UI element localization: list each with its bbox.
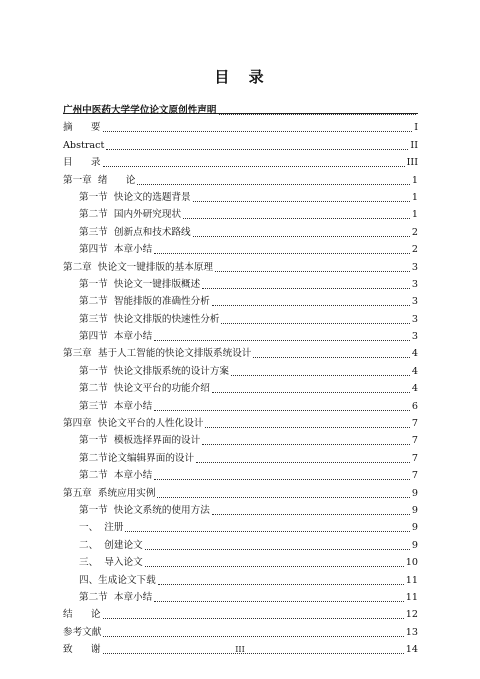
toc-entry-label: 第四章 快论文平台的人性化设计 (63, 418, 204, 430)
toc-entry-label: 参考文献 (63, 626, 102, 638)
toc-entry-page: 9 (411, 522, 418, 534)
toc-entry[interactable] (63, 239, 418, 256)
toc-leader-dots (193, 200, 410, 202)
toc-entry-page: 12 (405, 609, 418, 621)
toc-leader-dots (202, 443, 410, 445)
toc-entry[interactable] (63, 103, 418, 117)
toc-entry-page: 7 (411, 452, 418, 464)
toc-entry[interactable] (63, 447, 418, 464)
toc-entry[interactable] (63, 187, 418, 204)
toc-entry[interactable] (63, 117, 418, 134)
toc-leader-dots (103, 130, 413, 132)
toc-leader-dots (221, 322, 409, 324)
toc-entry-label: 第一节 快论文系统的使用方法 (79, 504, 210, 516)
toc-entry-page: 4 (411, 348, 418, 360)
toc-entry-page: 4 (411, 365, 418, 377)
toc-entry[interactable] (63, 326, 418, 343)
toc-entry[interactable] (63, 308, 418, 325)
toc-entry-label: 摘 要 (63, 122, 101, 134)
toc-entry-page: 1 (411, 191, 418, 203)
toc-entry-label: 一、 注册 (79, 522, 124, 534)
toc-entry[interactable] (63, 343, 418, 360)
toc-entry-page: 3 (411, 261, 418, 273)
toc-entry-label: 第二节 本章小结 (79, 591, 153, 603)
toc-entry-label: 第二节 快论文平台的功能介绍 (79, 383, 210, 395)
toc-entry-page: 4 (411, 383, 418, 395)
toc-leader-dots (205, 426, 409, 428)
page-title: 目 录 (214, 68, 266, 86)
toc-entry-label: 三、 导入论文 (79, 557, 143, 569)
toc-entry-label: 第四节 本章小结 (79, 244, 153, 256)
toc-leader-dots (183, 217, 410, 219)
toc-leader-dots (145, 548, 410, 550)
toc-entry-label: 第二节 智能排版的准确性分析 (79, 296, 210, 308)
toc-entry-page: 11 (405, 591, 418, 603)
toc-entry-page: 6 (411, 400, 418, 412)
toc-leader-dots (154, 409, 410, 411)
toc-entry[interactable] (63, 587, 418, 604)
toc-entry-page: 7 (411, 418, 418, 430)
toc-entry-page: 9 (411, 487, 418, 499)
toc-entry[interactable] (63, 552, 418, 569)
toc-entry[interactable] (63, 169, 418, 186)
toc-entry-label: 第五章 系统应用实例 (63, 487, 156, 499)
toc-entry[interactable] (63, 604, 418, 621)
toc-entry[interactable] (63, 291, 418, 308)
toc-leader-dots (103, 165, 405, 167)
toc-entry[interactable] (63, 465, 418, 482)
toc-leader-dots (145, 565, 404, 567)
toc-entry-page: 3 (411, 296, 418, 308)
toc-leader-dots (212, 304, 410, 306)
toc-entry-label: 第四节 本章小结 (79, 331, 153, 343)
toc-entry-page: 2 (411, 226, 418, 238)
toc-entry-page: 1 (411, 209, 418, 221)
toc-entry[interactable] (63, 413, 418, 430)
toc-leader-dots (157, 496, 409, 498)
toc-leader-dots (196, 461, 410, 463)
toc-entry[interactable] (63, 500, 418, 517)
toc-entry-label: 第二章 快论文一键排版的基本原理 (63, 261, 214, 273)
toc-entry-page: II (410, 139, 418, 151)
toc-entry-label: 第二节 国内外研究现状 (79, 209, 182, 221)
toc-entry-page: 3 (411, 331, 418, 343)
toc-leader-dots (154, 339, 410, 341)
toc-entry[interactable] (63, 360, 418, 377)
toc-entry[interactable] (63, 134, 418, 151)
toc-leader-dots (158, 583, 404, 585)
toc-entry-label: 致 谢 (63, 644, 101, 656)
toc-leader-dots (253, 356, 410, 358)
toc-entry[interactable] (63, 221, 418, 238)
toc-entry[interactable] (63, 430, 418, 447)
toc-entry[interactable] (63, 534, 418, 551)
toc-entry-label: 四、生成论文下载 (79, 574, 156, 586)
toc-entry-page: 3 (411, 313, 418, 325)
toc-leader-dots (212, 513, 410, 515)
toc-entry-page: 7 (411, 435, 418, 447)
toc-entry-label: 第一节 快论文一键排版概述 (79, 278, 201, 290)
toc-leader-dots (125, 530, 409, 532)
toc-entry-label: 第一节 快论文排版系统的设计方案 (79, 365, 230, 377)
toc-entry-page: 9 (411, 539, 418, 551)
table-of-contents (63, 103, 418, 656)
toc-entry[interactable] (63, 274, 418, 291)
toc-entry[interactable] (63, 395, 418, 412)
toc-leader-dots (202, 287, 410, 289)
toc-entry-page: 3 (411, 278, 418, 290)
toc-leader-dots (154, 600, 404, 602)
page-number: III (235, 645, 245, 654)
toc-entry[interactable] (63, 482, 418, 499)
toc-entry-label: Abstract (63, 139, 105, 151)
toc-entry-label: 第二节论文编辑界面的设计 (79, 452, 195, 464)
toc-leader-dots (212, 391, 410, 393)
toc-entry-label: 第三节 创新点和技术路线 (79, 226, 191, 238)
toc-entry[interactable] (63, 517, 418, 534)
toc-entry[interactable] (63, 378, 418, 395)
toc-leader-dots (193, 235, 410, 237)
toc-entry[interactable] (63, 152, 418, 169)
toc-entry-page: 11 (405, 574, 418, 586)
toc-entry-label: 第三章 基于人工智能的快论文排版系统设计 (63, 348, 252, 360)
toc-entry-page: I (414, 122, 418, 134)
toc-entry-page: 13 (405, 626, 418, 638)
toc-entry-label: 第三节 本章小结 (79, 400, 153, 412)
toc-entry[interactable] (63, 204, 418, 221)
toc-leader-dots (154, 252, 410, 254)
toc-leader-dots (137, 183, 410, 185)
toc-entry[interactable] (63, 569, 418, 586)
toc-entry-page: 10 (405, 557, 418, 569)
toc-entry-page: 14 (405, 644, 418, 656)
toc-leader-dots (215, 270, 410, 272)
toc-entry[interactable] (63, 256, 418, 273)
toc-leader-dots (219, 113, 417, 115)
toc-entry-label: 第一节 快论文的选题背景 (79, 191, 191, 203)
toc-entry-label: 二、 创建论文 (79, 539, 143, 551)
toc-entry-page: 2 (411, 244, 418, 256)
toc-entry-label: 结 论 (63, 609, 101, 621)
toc-entry[interactable] (63, 621, 418, 638)
toc-entry-label: 目 录 (63, 157, 101, 169)
toc-entry-label: 第一章 绪 论 (63, 174, 136, 186)
toc-leader-dots (154, 478, 410, 480)
toc-entry-page: 9 (411, 504, 418, 516)
toc-leader-dots (103, 617, 404, 619)
toc-entry-label: 第二节 本章小结 (79, 470, 153, 482)
toc-entry-page: III (406, 157, 418, 169)
toc-leader-dots (106, 148, 408, 150)
toc-entry-label: 第三节 快论文排版的快速性分析 (79, 313, 220, 325)
toc-leader-dots (103, 635, 403, 637)
toc-entry-label: 广州中医药大学学位论文原创性声明 (63, 105, 217, 116)
toc-entry-page: 7 (411, 470, 418, 482)
toc-entry-page: 1 (411, 174, 418, 186)
toc-leader-dots (231, 374, 410, 376)
toc-entry-label: 第一节 模板选择界面的设计 (79, 435, 201, 447)
